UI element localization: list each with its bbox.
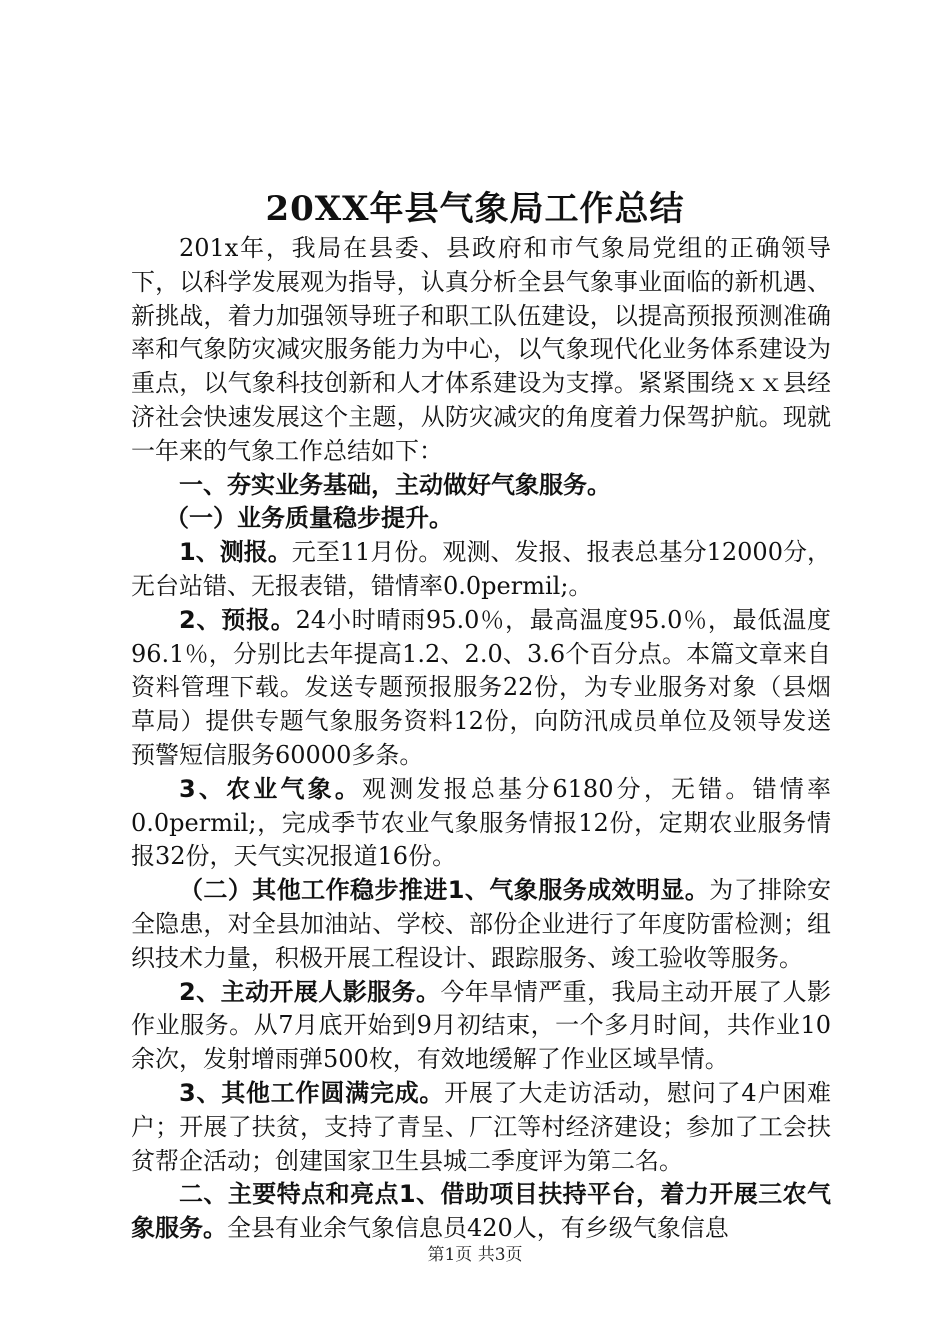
item-paragraph-agriculture: [131, 773, 831, 874]
item-paragraph-weather-modification: [131, 976, 831, 1077]
item-paragraph-observation: [131, 536, 831, 604]
item-lead: 二、主要特点和亮点1、借助项目扶持平台，着力开展三农气象服务。: [131, 1180, 831, 1243]
item-lead: （二）其他工作稳步推进1、气象服务成效明显。: [179, 876, 710, 905]
item-paragraph-service: [131, 874, 831, 975]
section-heading-1: 一、夯实业务基础，主动做好气象服务。: [179, 470, 611, 499]
item-paragraph-forecast: [131, 604, 831, 773]
paragraph-text: 元至11月份。观测、发报、报表总基分12000分，无台站错、无报表错，错情率0.0permil;。: [131, 538, 832, 600]
intro-paragraph: [131, 232, 831, 469]
subsection-heading-1: （一）业务质量稳步提升。: [165, 504, 453, 533]
paragraph-text: 全县有业余气象信息员420人，有乡级气象信息: [227, 1214, 729, 1243]
paragraph-text: 201x年，我局在县委、县政府和市气象局党组的正确领导下，以科学发展观为指导，认真分析全县气象事业面临的新机遇、新挑战，着力加强领导班子和职工队伍建设，以提高预报预测准确率和气象防灾减灾服务能力为中心，以气象现代化业务体系建设为重点，以气象科技创新和人才体系建设为支撑。紧紧围绕ｘｘ县经济社会快速发展这个主题，从防灾减灾的角度着力保驾护航。现就一年来的气象工作总结如下：: [131, 234, 831, 465]
paragraph-text: 开展了大走访活动，慰问了4户困难户；开展了扶贫，支持了青呈、厂江等村经济建设；参加了工会扶贫帮企活动；创建国家卫生县城二季度评为第二名。: [131, 1078, 831, 1175]
paragraph-text: 今年旱情严重，我局主动开展了人影作业服务。从7月底开始到9月初结束，一个多月时间，共作业10余次，发射增雨弹500枚，有效地缓解了作业区域旱情。: [131, 977, 832, 1074]
item-lead: 3、农业气象。: [179, 774, 363, 803]
page-footer: 第1页 共3页: [427, 1245, 523, 1265]
document-title: 20XX年县气象局工作总结: [265, 189, 685, 229]
document-body: [131, 232, 831, 1246]
paragraph-text: 24小时晴雨95.0％，最高温度95.0％，最低温度96.1％，分别比去年提高1.2、2.0、3.6个百分点。本篇文章来自资料管理下载。发送专题预报服务22份，为专业服务对象（县烟草局）提供专题气象服务资料12份，向防汛成员单位及领导发送预警短信服务60000多条。: [131, 605, 831, 769]
paragraph-text: 为了排除安全隐患，对全县加油站、学校、部份企业进行了年度防雷检测；组织技术力量，积极开展工程设计、跟踪服务、竣工验收等服务。: [131, 876, 832, 972]
item-lead: 2、预报。: [179, 605, 296, 634]
item-lead: 3、其他工作圆满完成。: [179, 1078, 445, 1107]
item-paragraph-other-work: [131, 1077, 831, 1178]
item-lead: 2、主动开展人影服务。: [179, 977, 441, 1006]
item-lead: 1、测报。: [179, 538, 292, 567]
paragraph-text: 观测发报总基分6180分，无错。错情率0.0permil;，完成季节农业气象服务情报12份，定期农业服务情报32份，天气实况报道16份。: [131, 774, 832, 871]
item-paragraph-highlights: [131, 1178, 831, 1246]
